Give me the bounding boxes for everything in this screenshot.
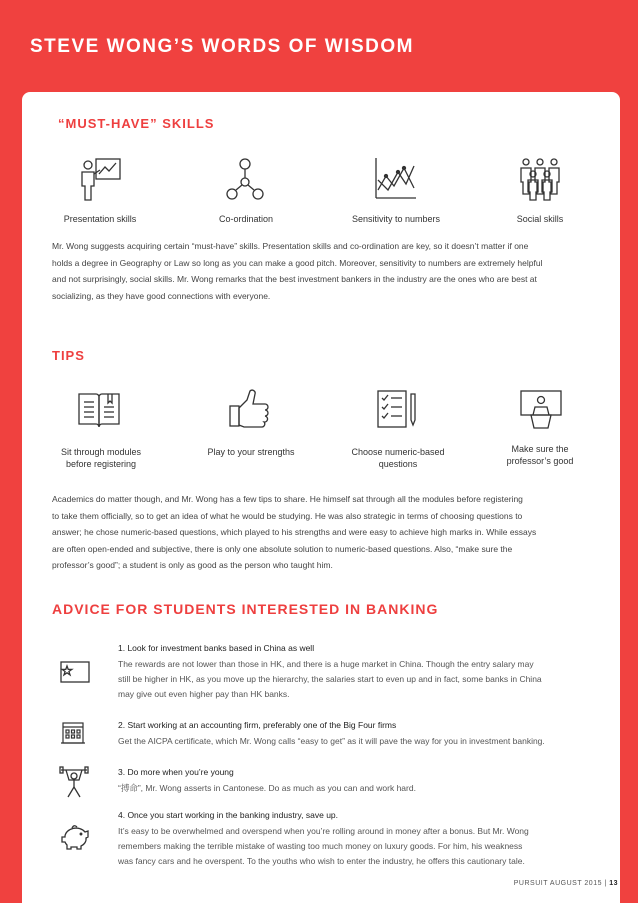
tip-label-modules: Sit through modules before registering (60, 447, 142, 469)
line-graph-icon (372, 156, 418, 202)
people-group-icon (517, 156, 563, 202)
tips-paragraph: Academics do matter though, and Mr. Wong has a few tips to share. He himself sat through all the modules before registering to take them officially, so to get an idea of what he would be studying. He was also strategic in terms of choosing questions to answer; he chose numeric-based questions, which played to his strengths and were easy to achieve high marks in. While essays are often open-ended and subjective, there is only one absolute solution to numeric-based questions. Also, “make sure the professor’s good”; a student is only as good as the person who taught him. (52, 494, 537, 570)
tip-label-numeric: Choose numeric-based questions (351, 447, 445, 469)
advice-title-3: 3. Do more when you’re young (118, 767, 234, 777)
advice-body-1: The rewards are not lower than those in HK, and there is a huge market in China. Though the entry salary may still be higher in HK, as you move up the hierarchy, the salaries start to even up and in fact, some banks in China may give out even higher pay than HK banks. (118, 659, 542, 699)
advice-title-4: 4. Once you start working in the banking industry, save up. (118, 810, 339, 820)
skills-paragraph: Mr. Wong suggests acquiring certain “must-have” skills. Presentation skills and co-ordination are key, so it doesn’t matter if one holds a degree in Geography or Law so long as you can make a good pitch. Moreover, sensitivity to numbers are extremely helpful and not surprisingly, social skills. Mr. Wong remarks that the best investment bankers in the industry are the ones who are best at socializing, as they have good connections with everyone. (52, 241, 543, 301)
checklist-icon (375, 388, 421, 430)
advice-body-3: “搏命”, Mr. Wong asserts in Cantonese. Do as much as you can and work hard. (118, 783, 416, 793)
page-title: STEVE WONG’S WORDS OF WISDOM (30, 36, 414, 57)
page-number: 13 (609, 880, 618, 887)
advice-title-2: 2. Start working at an accounting firm, preferably one of the Big Four firms (118, 720, 397, 730)
tip-label-professor: Make sure the professor’s good (506, 444, 574, 466)
skill-label-presentation: Presentation skills (63, 214, 137, 224)
advice-body-4: It’s easy to be overwhelmed and overspend when you’re rolling around in money after a bonus. But Mr. Wong remembers making the terrible mistake of wasting too much money on luxury goods. For him, his weakness was fancy cars and he overspent. To the youths who wish to enter the industry, he offers this cautionary tale. (118, 826, 529, 866)
tips-heading: TIPS (52, 348, 85, 363)
presentation-icon (78, 156, 124, 202)
china-flag-icon (59, 660, 91, 689)
open-book-icon (76, 388, 122, 430)
network-icon (222, 156, 268, 202)
advice-heading: ADVICE FOR STUDENTS INTERESTED IN BANKING (52, 601, 439, 617)
tip-label-strengths: Play to your strengths (207, 447, 295, 457)
advice-title-1: 1. Look for investment banks based in China as well (118, 643, 315, 653)
footer-publication: PURSUIT AUGUST 2015 | (513, 880, 607, 887)
skill-label-numbers: Sensitivity to numbers (351, 214, 441, 224)
page-footer (514, 880, 618, 887)
weightlifter-icon (59, 766, 89, 803)
thumbs-up-icon (227, 388, 273, 430)
office-building-icon (59, 719, 87, 750)
piggy-bank-icon (59, 822, 91, 855)
skill-label-coordination: Co-ordination (218, 214, 274, 224)
skills-heading: “MUST-HAVE” SKILLS (58, 116, 215, 131)
skill-label-social: Social skills (516, 214, 564, 224)
lecturer-podium-icon (518, 388, 564, 430)
advice-body-2: Get the AICPA certificate, which Mr. Wong calls “easy to get” as it will pave the way for you in investment banking. (118, 736, 545, 746)
